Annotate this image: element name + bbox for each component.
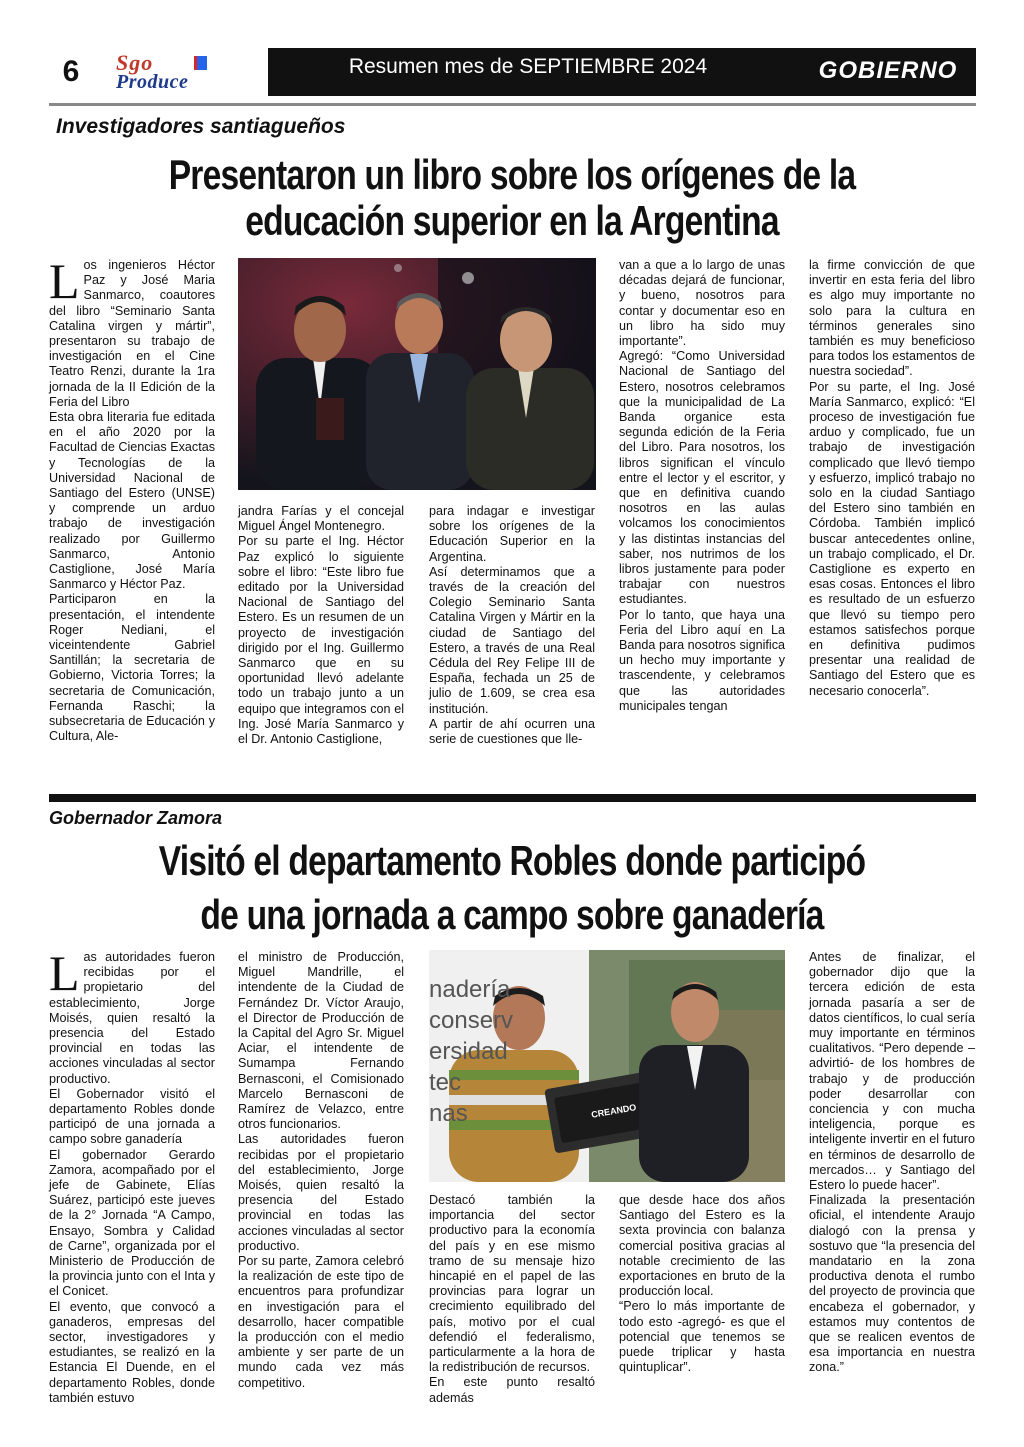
- photo-banner-text: nadería conserv ersidad tec nas: [429, 976, 514, 1127]
- header-rule: [49, 103, 976, 106]
- section-title: GOBIERNO: [818, 57, 958, 84]
- article2-col3-text: Destacó también la importancia del sector productivo para la economía del país y en ese mismo tramo de su mensaje hizo hincapié en el papel de las provincias para lograr un crecimiento equilibrado del país, motivo por el cual defendió el federalismo, particularmente a la hora de la redistribución de recursos. En este punto resaltó además: [429, 1193, 595, 1405]
- flag-icon: [194, 56, 207, 70]
- article2-photo: [429, 950, 785, 1182]
- article2-headline-line1: Visitó el departamento Robles donde participó: [158, 837, 866, 884]
- article1-headline: [134, 152, 889, 244]
- logo-text-produce: Produce: [116, 71, 189, 93]
- article1-col5-text: la firme convicción de que invertir en esta feria del libro es algo muy importante no solo para la cultura en términos generales sino también es muy beneficioso para todos los estamentos de nuestra sociedad”. Por su parte, el Ing. José María Sanmarco, explicó: “El proceso de investigación fue arduo y complicado, fue un trabajo de investigación complicado que llevó tiempo y esfuerzo, implicó trabajo no solo en la ciudad Santiago del Estero sino también en Córdoba. También implicó buscar antecedentes online, un trabajo complicado, el Dr. Castiglione es experto en esas cosas. Entonces el libro es resultado de un esfuerzo que llevó su tiempo pero estamos satisfechos porque en definitiva pudimos presentar una realidad de Santiago del Estero que es necesario conocerla”.: [809, 258, 975, 698]
- article2-dropcap: L: [49, 945, 80, 1001]
- article1-col2-text: jandra Farías y el concejal Miguel Ángel Montenegro. Por su parte el Ing. Héctor Paz explicó lo siguiente sobre el libro: “Este libro fue editado por la Universidad Nacional de Santiago del Estero. Es un resumen de un proyecto de investigación dirigido por el Ing. Guillermo Sanmarco que en su oportunidad llevó adelante todo un trabajo junto a un equipo que integramos con el Ing. José María Sanmarco y el Dr. Antonio Castiglione,: [238, 504, 404, 747]
- article2-column-4: [619, 1193, 785, 1375]
- article2-column-5: [809, 950, 975, 1376]
- page-number: 6: [62, 55, 80, 88]
- photo-box-label: CREANDO: [590, 1102, 638, 1120]
- article2-column-2: [238, 950, 404, 1391]
- article2-headline-line2: de una jornada a campo sobre ganadería: [200, 891, 824, 938]
- article1-col1-text: os ingenieros Héctor Paz y José Maria Sanmarco, coautores del libro “Seminario Santa Catalina virgen y mártir”, presentaron su trabajo de investigación en el Cine Teatro Renzi, durante la 1ra jornada de la II Edición de la Feria del Libro Esta obra literaria fue editada en el año 2020 por la Facultad de Ciencias Exactas y Tecnologías de la Universidad Nacional de Santiago del Estero (UNSE) y comprende un arduo trabajo de investigación realizado por Guillermo Sanmarco, Antonio Castiglione, José María Sanmarco y Héctor Paz. Participaron en la presentación, el intendente Roger Nediani, el viceintendente Gabriel Santillán; la secretaria de Gobierno, Victoria Torres; la secretaria de Comunicación, Fernanda Raschi; la subsecretaria de Educación y Cultura, Ale-: [49, 258, 215, 744]
- article1-col4-text: van a que a lo largo de unas décadas dejará de funcionar, y bueno, nosotros para contar y documentar eso en un libro ha sido muy importante”. Agregó: “Como Universidad Nacional de Santiago del Estero, nosotros celebramos que la municipalidad de La Banda organice esta segunda edición de la Feria del Libro. Para nosotros, los libros significan el vínculo entre el lector y el escritor, y que en definitiva cuando nosotros en las aulas volcamos los conocimientos y las distintas instancias del saber, nos nutrimos de los libros justamente para poder trabajar con nuestros estudiantes. Por lo tanto, que haya una Feria del Libro aquí en La Banda para nosotros significa un hecho muy importante y trascendente, y celebramos que las autoridades municipales tengan: [619, 258, 785, 713]
- article2-kicker: Gobernador Zamora: [49, 808, 223, 828]
- article2-col4-text: que desde hace dos años Santiago del Estero es la sexta provincia con balanza comercial positiva gracias al notable crecimiento de las exportaciones en bruto de la producción local. “Pero lo más importante de todo esto -agregó- es que el potencial que tenemos se puede triplicar y hasta quintuplicar”.: [619, 1193, 785, 1375]
- article1-dropcap: L: [49, 253, 80, 309]
- issue-month: Resumen mes de SEPTIEMBRE 2024: [348, 55, 708, 78]
- article2-col5-text: Antes de finalizar, el gobernador dijo que la tercera edición de esta jornada pasaría a ser de datos científicos, lo cual sería muy importante en términos cualitativos. “Pero depende –advirtió- de los hombres de trabajo y de producción poder desarrollar con conciencia y con mucha inteligencia, porque es inteligente invertir en el futuro en términos de desarrollo de mercados… y Santiago del Estero lo puede hacer”. Finalizada la presentación oficial, el intendente Araujo dialogó con la prensa y sostuvo que “la presencia del mandatario en la zona productiva denota el rumbo del proyecto de provincia que encabeza el gobernador, y estamos muy contentos de que se realicen eventos de esa importancia en nuestra zona.”: [809, 950, 975, 1375]
- article2-column-3: [429, 1193, 595, 1406]
- article2-column-1: [49, 945, 215, 1406]
- article2-col2-text: el ministro de Producción, Miguel Mandrille, el intendente de la Ciudad de Fernández Dr. Víctor Araujo, el Director de Producción de la Capital del Agro Sr. Miguel Aciar, el intendente de Sumampa Fernando Bernasconi, el Comisionado Marcelo Bernasconi de Ramírez de Velazco, entre otros funcionarios. Las autoridades fueron recibidas por el propietario del establecimiento, Jorge Moisés, quien resaltó la presencia del Estado provincial en todas las acciones vinculadas al sector productivo. Por su parte, Zamora celebró la realización de este tipo de encuentros para profundizar en investigación para el desarrollo, hacer compatible la producción con el medio ambiente y ser parte de un mundo cada vez más competitivo.: [238, 950, 404, 1390]
- article1-photo: [238, 258, 596, 490]
- article2-col1-text: as autoridades fueron recibidas por el propietario del establecimiento, Jorge Moisés, quien resaltó la presencia del Estado provincial en todas las acciones vinculadas al sector productivo. El Gobernador visitó el departamento Robles donde participó de una jornada a campo sobre ganadería El gobernador Gerardo Zamora, acompañado por el jefe de Gabinete, Elías Suárez, participó este jueves de la 2° Jornada “A Campo, Ensayo, Sombra y Calidad de Carne”, organizada por el Ministerio de Producción de la provincia junto con el Inta y el Conicet. El evento, que convocó a ganaderos, empresas del sector, investigadores y estudiantes, se realizó en la Estancia El Duende, en el departamento Robles, donde también estuvo: [49, 950, 215, 1405]
- article1-headline-line1: Presentaron un libro sobre los orígenes de la: [168, 151, 856, 198]
- article-divider: [49, 794, 976, 802]
- sgo-produce-logo: [108, 50, 260, 94]
- article2-headline: [134, 834, 889, 942]
- article1-col3-text: para indagar e investigar sobre los orígenes de la Educación Superior en la Argentina. Así determinamos que a través de la creación del Colegio Seminario Santa Catalina Virgen y Mártir en la ciudad de Santiago del Estero, a través de una Real Cédula del Rey Felipe III de España, fechada un 25 de julio de 1.609, se crea esa institución. A partir de ahí ocurren una serie de cuestiones que lle-: [429, 504, 595, 747]
- article1-column-5: [809, 258, 975, 699]
- article1-column-3: [429, 504, 595, 747]
- article1-column-2: [238, 504, 404, 747]
- article1-headline-line2: educación superior en la Argentina: [245, 197, 779, 244]
- article1-column-4: [619, 258, 785, 714]
- article1-column-1: [49, 253, 215, 745]
- logo-text-sgo: Sgo: [116, 50, 154, 75]
- presentation-photo-illustration: [238, 258, 596, 490]
- article1-kicker: Investigadores santiagueños: [56, 115, 346, 138]
